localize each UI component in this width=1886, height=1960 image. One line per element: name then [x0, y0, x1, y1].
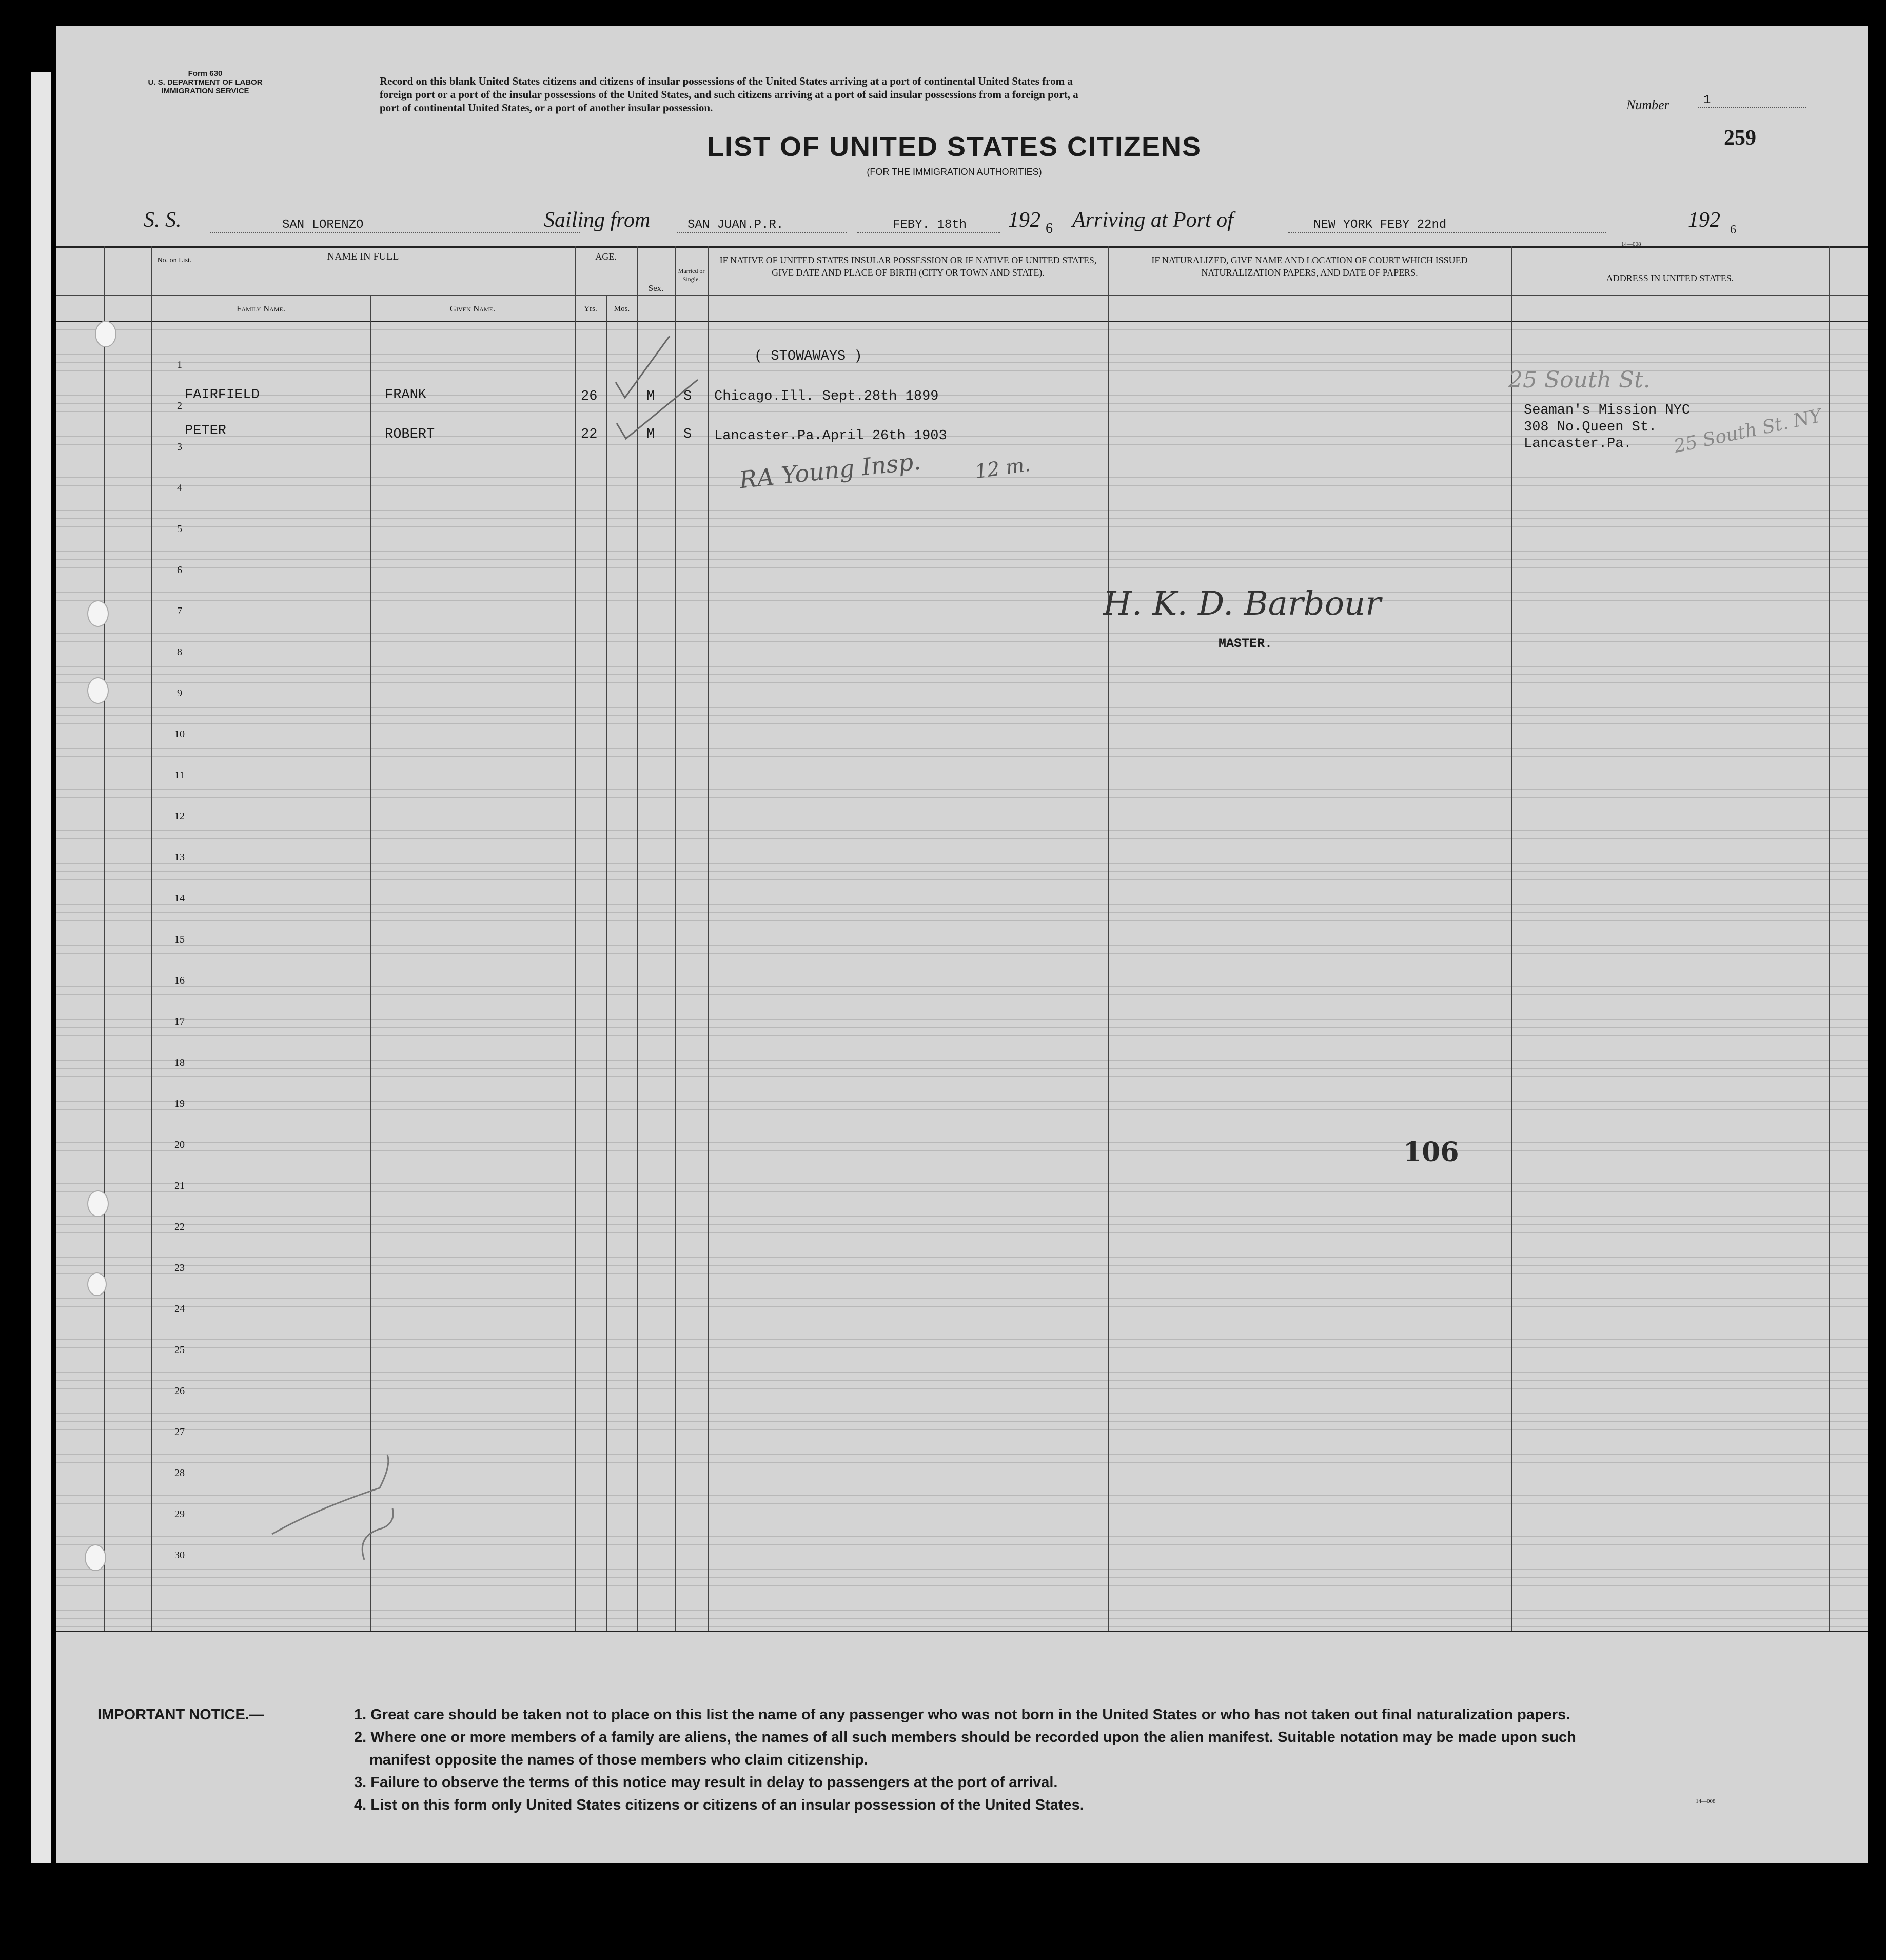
row-number: 28: [174, 1467, 185, 1479]
service-name: IMMIGRATION SERVICE: [161, 87, 249, 95]
ruled-line: [56, 510, 1868, 511]
row-number: 17: [174, 1016, 185, 1027]
ruled-line: [56, 1191, 1868, 1192]
ruled-line: [56, 1298, 1868, 1299]
stamp-number: 106: [1403, 1136, 1459, 1168]
printer-code: 14—008: [1621, 241, 1641, 247]
ruled-line: [56, 354, 1868, 355]
col-divider-given: [575, 246, 576, 1631]
ruled-line: [56, 1380, 1868, 1381]
row-number: 19: [174, 1098, 185, 1109]
passenger-2-family-name: PETER: [185, 423, 227, 439]
arriving-year-digit: 6: [1730, 223, 1736, 237]
row-number: 9: [177, 688, 182, 699]
row-number: 10: [174, 729, 185, 740]
header-family-name: Family Name.: [236, 304, 286, 313]
ruled-line: [56, 362, 1868, 363]
arriving-year-prefix: 192: [1688, 208, 1720, 232]
punch-hole-1: [95, 321, 116, 347]
ruled-line: [56, 748, 1868, 749]
ruled-line: [56, 789, 1868, 790]
ruled-line: [56, 1035, 1868, 1036]
row-number: 3: [177, 441, 182, 453]
row-number: 5: [177, 523, 182, 535]
instructions: [380, 74, 1611, 114]
ruled-line: [56, 723, 1868, 724]
header-bottom-border: [56, 321, 1868, 322]
header-yrs: Yrs.: [584, 305, 597, 313]
ruled-line: [56, 1626, 1868, 1627]
ruled-line: [56, 592, 1868, 593]
row-number: 29: [174, 1508, 185, 1520]
ruled-line: [56, 1306, 1868, 1307]
ruled-line: [56, 1060, 1868, 1061]
instructions-line-2: foreign port or a port of the insular possessions of the United States, and such citizens arriving at a port of said insular possessions from a foreign port, a: [380, 88, 1078, 101]
passenger-2-address-line-1: 308 No.Queen St.: [1524, 420, 1657, 435]
sailing-from-port: SAN JUAN.P.R.: [677, 218, 847, 233]
ruled-line: [56, 526, 1868, 527]
notice-label: IMPORTANT NOTICE.—: [97, 1707, 264, 1723]
instructions-line-1: Record on this blank United States citizens and citizens of insular possessions of the United States arriving at a port of continental United States from a: [380, 75, 1073, 87]
ruled-line: [56, 1150, 1868, 1151]
header-no-on-list: No. on List.: [157, 257, 192, 264]
passenger-1-marital-status: S: [683, 389, 692, 404]
col-divider-yrs: [606, 295, 607, 1631]
ruled-line: [56, 994, 1868, 995]
row-number: 26: [174, 1385, 185, 1397]
header-given-name: Given Name.: [449, 304, 496, 313]
ruled-line: [56, 1109, 1868, 1110]
punch-hole-3: [87, 677, 109, 704]
col-divider-family: [370, 295, 371, 1631]
ruled-line: [56, 986, 1868, 987]
row-number: 4: [177, 482, 182, 494]
ruled-line: [56, 1610, 1868, 1611]
ruled-line: [56, 1585, 1868, 1586]
punch-hole-6: [85, 1544, 106, 1571]
ruled-line: [56, 707, 1868, 708]
punch-hole-2: [87, 600, 109, 627]
ruled-line: [56, 633, 1868, 634]
ruled-line: [56, 945, 1868, 946]
inspector-annotation: RA Young Insp.: [738, 447, 922, 494]
row-number: 12: [174, 811, 185, 822]
ruled-line: [56, 1216, 1868, 1217]
form-number: Form 630: [188, 69, 223, 78]
ruled-line: [56, 559, 1868, 560]
ruled-line: [56, 1101, 1868, 1102]
passenger-1-address: Seaman's Mission NYC: [1524, 403, 1691, 418]
arriving-port: NEW YORK FEBY 22nd: [1288, 218, 1606, 233]
ruled-line: [56, 551, 1868, 552]
passenger-2-birth-place-date: Lancaster.Pa.April 26th 1903: [714, 428, 947, 444]
row-number: 14: [174, 893, 185, 904]
notice-item-1: 1. Great care should be taken not to place on this list the name of any passenger who was not born in the United States or who has not taken out final naturalization papers.: [354, 1707, 1570, 1723]
checkmarks-icon: [611, 334, 713, 457]
notice-item-3: 3. Failure to observe the terms of this notice may result in delay to passengers at the port of arrival.: [354, 1774, 1058, 1791]
ss-label: S. S.: [144, 208, 182, 232]
manifest-page: [56, 26, 1868, 1863]
sailing-date: FEBY. 18th: [857, 218, 1000, 233]
ruled-line: [56, 1347, 1868, 1348]
ruled-line: [56, 329, 1868, 330]
ruled-line: [56, 1224, 1868, 1225]
row-number: 25: [174, 1344, 185, 1356]
punch-hole-4: [87, 1190, 109, 1217]
ruled-line: [56, 641, 1868, 642]
address-handwritten-1: 25 South St.: [1508, 367, 1651, 393]
row-number: 11: [174, 770, 185, 781]
passenger-2-age-years: 22: [581, 427, 598, 442]
department-name: U. S. DEPARTMENT OF LABOR: [148, 78, 263, 87]
passenger-2-marital-status: S: [683, 427, 692, 442]
row-number: 30: [174, 1550, 185, 1561]
row-number: 27: [174, 1426, 185, 1438]
inspector-time-annotation: 12 m.: [973, 453, 1032, 483]
col-divider-no: [151, 246, 152, 1631]
row-number: 6: [177, 564, 182, 576]
sailing-year-digit: 6: [1046, 221, 1053, 237]
passenger-1-family-name: FAIRFIELD: [185, 387, 260, 403]
notice-item-4: 4. List on this form only United States citizens or citizens of an insular possession of the United States.: [354, 1797, 1084, 1813]
footer-code: 14—008: [1696, 1798, 1716, 1805]
ruled-line: [56, 1388, 1868, 1389]
notice-item-2: 2. Where one or more members of a family are aliens, the names of all such members should be recorded upon the alien manifest. Suitable notation may be made upon such: [354, 1729, 1576, 1746]
ruled-line: [56, 485, 1868, 486]
passenger-2-sex: M: [646, 427, 655, 442]
number-value: 1: [1698, 93, 1806, 108]
header-age: AGE.: [595, 251, 617, 262]
ruled-line: [56, 863, 1868, 864]
col-divider-right: [1829, 246, 1830, 1631]
form-identifier: [113, 69, 298, 95]
passenger-1-birth-place-date: Chicago.Ill. Sept.28th 1899: [714, 389, 939, 404]
table-top-border: [56, 246, 1868, 248]
passenger-2-address-line-2: Lancaster.Pa.: [1524, 436, 1632, 452]
ruled-line: [56, 1257, 1868, 1258]
header-mos: Mos.: [614, 305, 630, 313]
row-number: 21: [174, 1180, 185, 1191]
passenger-1-age-years: 26: [581, 389, 598, 404]
ruled-line: [56, 1265, 1868, 1266]
passenger-1-sex: M: [646, 389, 655, 404]
notice-item-2-continued: manifest opposite the names of those members who claim citizenship.: [369, 1752, 868, 1768]
ruled-line: [56, 1339, 1868, 1340]
row-number: 13: [174, 852, 185, 863]
row-number: 16: [174, 975, 185, 986]
ruled-line: [56, 912, 1868, 913]
ruled-line: [56, 1618, 1868, 1619]
ruled-line: [56, 838, 1868, 839]
row-number: 18: [174, 1057, 185, 1068]
row-number: 8: [177, 646, 182, 658]
row-number: 24: [174, 1303, 185, 1315]
paper-margin-strip: [31, 72, 51, 1863]
ruled-line: [56, 1068, 1868, 1069]
master-signature: H. K. D. Barbour: [1103, 585, 1381, 623]
sailing-year-prefix: 192: [1008, 208, 1040, 232]
ruled-line: [56, 797, 1868, 798]
ruled-line: [56, 477, 1868, 478]
ruled-line: [56, 666, 1868, 667]
sailing-from-label: Sailing from: [544, 208, 651, 232]
ruled-line: [56, 395, 1868, 396]
col-divider-left: [104, 246, 105, 1631]
col-divider-naturalized: [1511, 246, 1512, 1631]
ruled-line: [56, 1142, 1868, 1143]
ruled-line: [56, 674, 1868, 675]
header-name-in-full: NAME IN FULL: [327, 251, 399, 262]
arriving-label: Arriving at Port of: [1072, 208, 1233, 232]
row-number: 1: [177, 359, 182, 370]
header-naturalized: IF NATURALIZED, GIVE NAME AND LOCATION OF COURT WHICH ISSUED NATURALIZATION PAPERS, AND DATE OF PAPERS.: [1151, 255, 1468, 278]
ruled-line: [56, 1429, 1868, 1430]
row-number: 20: [174, 1139, 185, 1150]
number-label: Number: [1626, 97, 1669, 112]
header-mid-border: [56, 295, 1868, 296]
page-number: 259: [1724, 126, 1756, 150]
row-number: 2: [177, 400, 182, 411]
master-title: MASTER.: [1219, 636, 1273, 651]
ruled-line: [56, 518, 1868, 519]
ruled-line: [56, 879, 1868, 880]
row-number: 23: [174, 1262, 185, 1273]
punch-hole-5: [87, 1272, 107, 1296]
ruled-line: [56, 871, 1868, 872]
ruled-line: [56, 1372, 1868, 1373]
header-address: ADDRESS IN UNITED STATES.: [1606, 273, 1734, 283]
ruled-line: [56, 600, 1868, 601]
ruled-line: [56, 715, 1868, 716]
row-number: 15: [174, 934, 185, 945]
ruled-line: [56, 953, 1868, 954]
ruled-line: [56, 1183, 1868, 1184]
ruled-line: [56, 1577, 1868, 1578]
ruled-line: [56, 1076, 1868, 1077]
row-number: 7: [177, 605, 182, 617]
address-handwritten-2: 25 South St. NY: [1672, 405, 1824, 458]
ruled-line: [56, 920, 1868, 921]
ruled-line: [56, 1232, 1868, 1233]
ruled-line: [56, 830, 1868, 831]
ruled-line: [56, 1421, 1868, 1422]
table-bottom-border: [56, 1631, 1868, 1632]
ruled-line: [56, 756, 1868, 757]
handwritten-scribble-icon: [262, 1452, 431, 1575]
ruled-line: [56, 1413, 1868, 1414]
passenger-2-given-name: ROBERT: [385, 427, 435, 442]
ruled-line: [56, 1027, 1868, 1028]
instructions-line-3: port of continental United States, or a port of another insular possession.: [380, 102, 713, 114]
ruled-line: [56, 1019, 1868, 1020]
stowaways-note: ( STOWAWAYS ): [754, 349, 862, 364]
row-number: 22: [174, 1221, 185, 1232]
col-divider-native: [1108, 246, 1109, 1631]
header-sex: Sex.: [648, 283, 664, 293]
ruled-line: [56, 682, 1868, 683]
ruled-line: [56, 567, 1868, 568]
ruled-line: [56, 1273, 1868, 1274]
page-subtitle: (FOR THE IMMIGRATION AUTHORITIES): [867, 167, 1042, 177]
header-married-single: Married or Single.: [678, 267, 705, 283]
header-native: IF NATIVE OF UNITED STATES INSULAR POSSESSION OR IF NATIVE OF UNITED STATES, GIVE DATE AND PLACE OF BIRTH (CITY OR TOWN AND STATE).: [719, 255, 1097, 278]
passenger-1-given-name: FRANK: [385, 387, 427, 403]
ruled-line: [56, 904, 1868, 905]
ship-name: SAN LORENZO: [210, 218, 580, 233]
page-title: LIST OF UNITED STATES CITIZENS: [707, 131, 1202, 162]
